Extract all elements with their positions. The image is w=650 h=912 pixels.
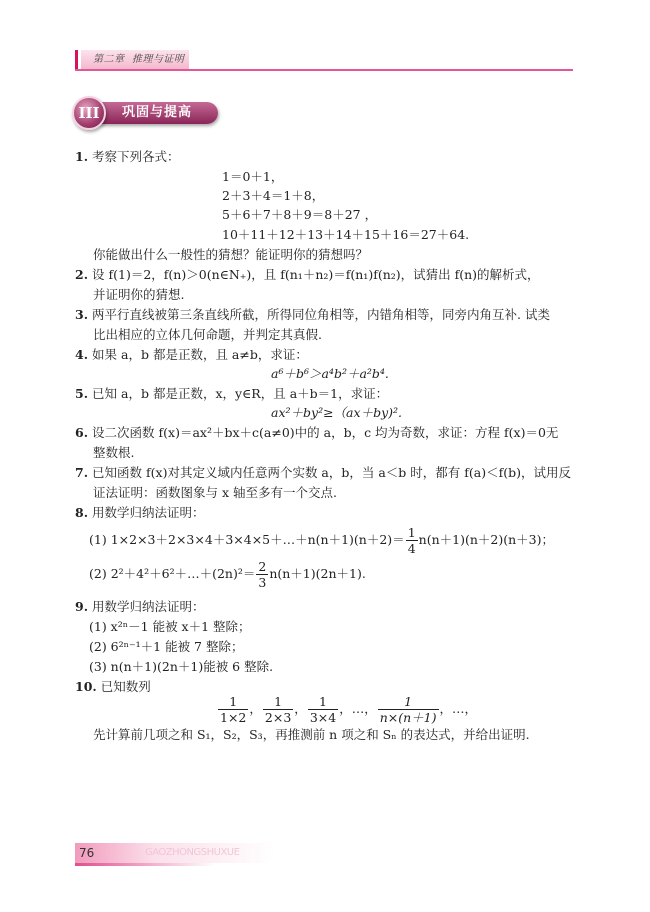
problem-2 xyxy=(75,266,540,284)
problem-text: 如果 a，b 都是正数，且 a≠b，求证： xyxy=(92,347,308,362)
sequence-formula: $\frac{1}{1\times 2}$ ， $\frac{1}{2\times 3}$ ， $\frac{1}{3\times 4}$ ，…， $\frac{1}{n\times(n+1)}$ ，…， xyxy=(220,694,478,725)
sequence-term: $\frac{1}{n\times(n+1)}$ xyxy=(379,694,437,725)
footer-divider xyxy=(75,863,215,866)
sub-item-1 xyxy=(89,524,554,556)
chapter-label: 第二章 xyxy=(93,54,125,65)
sequence-term: $\frac{1}{1\times 2}$ xyxy=(220,694,247,725)
problem-number: 2. xyxy=(75,267,89,282)
problem-6 xyxy=(75,424,558,442)
roman-numeral-icon: III xyxy=(72,96,106,130)
chapter-header xyxy=(75,50,575,70)
problem-number: 9. xyxy=(75,599,89,614)
problem-1 xyxy=(75,148,180,166)
sub-formula-left: 2²＋4²＋6²＋…＋(2n)²＝ xyxy=(110,566,256,581)
chapter-title: 推理与证明 xyxy=(131,54,185,65)
equation-line: 2＋3＋4＝1＋8， xyxy=(222,188,325,203)
equation-line: 1＝0＋1， xyxy=(222,169,284,184)
section-badge xyxy=(72,96,220,128)
sequence-term: $\frac{1}{2\times 3}$ xyxy=(264,694,292,725)
fraction: $\frac{1}{4}$ xyxy=(407,525,416,556)
problem-text: 两平行直线被第三条直线所截，所得同位角相等，内错角相等，同旁内角互补. 试类 xyxy=(92,307,550,322)
problem-text-cont: 比出相应的立体几何命题，并判定其真假. xyxy=(93,327,322,342)
problem-text-cont: 并证明你的猜想. xyxy=(93,287,185,302)
problem-number: 10. xyxy=(75,679,97,694)
problem-5 xyxy=(75,385,388,403)
sub-formula-right: n(n＋1)(2n＋1). xyxy=(269,566,366,581)
fraction: $\frac{2}{3}$ xyxy=(258,559,267,590)
problem-text: 设二次函数 f(x)＝ax²＋bx＋c(a≠0)中的 a，b，c 均为奇数，求证：方程 f(x)＝0无 xyxy=(92,425,559,440)
problem-number: 6. xyxy=(75,425,89,440)
formula: ax²＋by²≥（ax＋by)². xyxy=(271,405,402,420)
problem-3 xyxy=(75,306,550,324)
chapter-title-tab xyxy=(81,50,189,70)
problem-9 xyxy=(75,598,205,616)
sub-item-2: (2) 6²ⁿ⁻¹＋1 能被 7 整除； xyxy=(89,639,244,654)
problem-text-cont: 先计算前几项之和 S₁，S₂，S₃，再推测前 n 项之和 Sₙ 的表达式，并给出证明. xyxy=(93,727,530,742)
problem-text-cont: 整数根. xyxy=(93,445,135,460)
problem-text: 考察下列各式： xyxy=(92,149,180,164)
problem-number: 5. xyxy=(75,386,89,401)
sub-item-1: (1) x²ⁿ－1 能被 x＋1 整除； xyxy=(89,619,251,634)
sub-item-3: (3) n(n＋1)(2n＋1)能被 6 整除. xyxy=(89,659,274,674)
section-title: 巩固与提高 xyxy=(122,105,193,120)
ellipsis: …， xyxy=(351,701,377,716)
problem-number: 3. xyxy=(75,307,89,322)
page-footer xyxy=(75,843,375,867)
problem-text: 已知 a，b 都是正数，x，y∈R，且 a＋b＝1，求证： xyxy=(92,386,389,401)
sequence-term: $\frac{1}{3\times 4}$ xyxy=(309,694,337,725)
sub-formula-left: 1×2×3＋2×3×4＋3×4×5＋…＋n(n＋1)(n＋2)＝ xyxy=(110,532,405,547)
page-number: 76 xyxy=(79,846,95,860)
footer-brand: GAOZHONGSHUXUE xyxy=(145,847,240,858)
problem-text-cont: 证法证明：函数图象与 x 轴至多有一个交点. xyxy=(93,485,337,500)
problem-7 xyxy=(75,464,571,482)
problem-10 xyxy=(75,678,151,696)
sub-item-2 xyxy=(89,558,366,590)
problem-number: 1. xyxy=(75,149,89,164)
sub-label: (1) xyxy=(89,532,107,547)
equation-line: 10＋11＋12＋13＋14＋15＋16＝27＋64. xyxy=(222,227,470,242)
problem-8 xyxy=(75,504,205,522)
problem-text: 用数学归纳法证明： xyxy=(92,505,205,520)
formula: a⁶＋b⁶＞a⁴b²＋a²b⁴. xyxy=(271,366,389,381)
problem-question: 你能做出什么一般性的猜想？能证明你的猜想吗？ xyxy=(93,247,369,262)
problem-text: 已知函数 f(x)对其定义域内任意两个实数 a，b，当 a＜b 时，都有 f(a)＜f(b)，试用反 xyxy=(92,465,571,480)
header-accent-bar xyxy=(75,50,78,70)
problem-number: 8. xyxy=(75,505,89,520)
problem-number: 4. xyxy=(75,347,89,362)
sub-formula-right: n(n＋1)(n＋2)(n＋3)； xyxy=(418,532,554,547)
section-title-pill xyxy=(90,102,218,124)
problem-text: 用数学归纳法证明： xyxy=(92,599,205,614)
problem-text: 已知数列 xyxy=(100,679,151,694)
sub-label: (2) xyxy=(89,566,107,581)
problem-number: 7. xyxy=(75,465,89,480)
header-divider xyxy=(75,69,573,71)
problem-text: 设 f(1)＝2，f(n)＞0(n∈N₊)，且 f(n₁＋n₂)＝f(n₁)f(n₂)，试猜出 f(n)的解析式， xyxy=(92,267,540,282)
problem-4 xyxy=(75,346,308,364)
ellipsis: ，…， xyxy=(439,701,478,716)
equation-line: 5＋6＋7＋8＋9＝8＋27 ， xyxy=(222,207,378,222)
